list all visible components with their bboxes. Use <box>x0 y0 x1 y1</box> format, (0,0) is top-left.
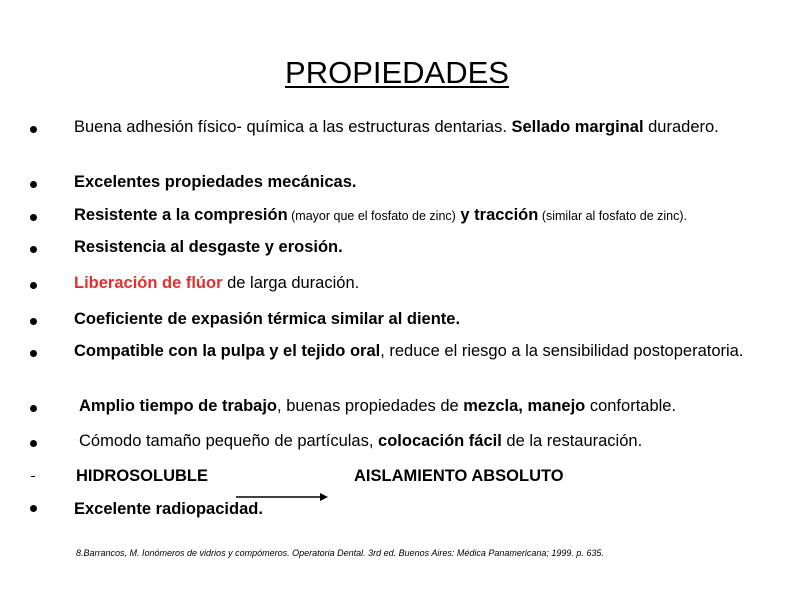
bullet-icon <box>30 181 37 188</box>
bullet-icon <box>30 318 37 325</box>
bullet-icon <box>30 350 37 357</box>
property-text: (mayor que el fosfato de zinc) <box>287 209 456 223</box>
property-item <box>79 396 769 416</box>
property-text: Excelentes propiedades mecánicas. <box>74 173 357 191</box>
property-item <box>74 117 764 137</box>
property-text: mezcla, manejo <box>463 397 586 415</box>
bullet-icon <box>30 505 37 512</box>
bullet-icon <box>30 214 37 221</box>
property-text: colocación fácil <box>378 432 502 450</box>
bullet-icon <box>30 246 37 253</box>
bullet-icon <box>30 405 37 412</box>
property-text: Resistencia al desgaste y erosión. <box>74 238 343 256</box>
dash-bullet-icon <box>31 476 35 477</box>
property-text: Compatible con la pulpa y el tejido oral <box>74 342 381 360</box>
property-item <box>74 172 764 192</box>
property-text: Buena adhesión físico- química a las estructuras dentarias. <box>74 118 512 136</box>
slide-title: PROPIEDADES <box>285 55 509 90</box>
property-item <box>74 309 764 329</box>
property-text: , reduce el riesgo a la sensibilidad postoperatoria. <box>380 342 744 360</box>
property-item <box>79 431 769 451</box>
property-text: Sellado marginal <box>511 118 644 136</box>
bullet-icon <box>30 282 37 289</box>
property-item <box>74 205 764 226</box>
property-text: de larga duración. <box>222 274 360 292</box>
property-text: de la restauración. <box>501 432 643 450</box>
property-text: (similar al fosfato de zinc). <box>538 209 688 223</box>
bullet-icon <box>30 440 37 447</box>
property-text: y tracción <box>455 206 539 224</box>
aislamiento-label: AISLAMIENTO ABSOLUTO <box>354 467 564 485</box>
property-item <box>74 237 764 257</box>
property-text: Amplio tiempo de trabajo <box>79 397 278 415</box>
property-item <box>74 341 764 361</box>
property-text: Liberación de flúor <box>74 274 223 292</box>
property-text: confortable. <box>585 397 677 415</box>
reference-citation: 8.Barrancos, M. Ionómeros de vidrios y compómeros. Operatoria Dental. 3rd ed. Buenos Aires: Médica Panamericana; 1999. p. 635. <box>76 548 604 558</box>
hidrosoluble-label: HIDROSOLUBLE <box>76 467 208 485</box>
property-text: duradero. <box>648 118 719 136</box>
radiopacity-item: Excelente radiopacidad. <box>74 500 263 518</box>
property-item <box>74 273 764 293</box>
bullet-icon <box>30 126 37 133</box>
property-text: Resistente a la compresión <box>74 206 288 224</box>
property-text: , buenas propiedades de <box>277 397 464 415</box>
property-text: Coeficiente de expasión térmica similar al diente. <box>74 310 461 328</box>
property-text: Cómodo tamaño pequeño de partículas, <box>79 432 379 450</box>
